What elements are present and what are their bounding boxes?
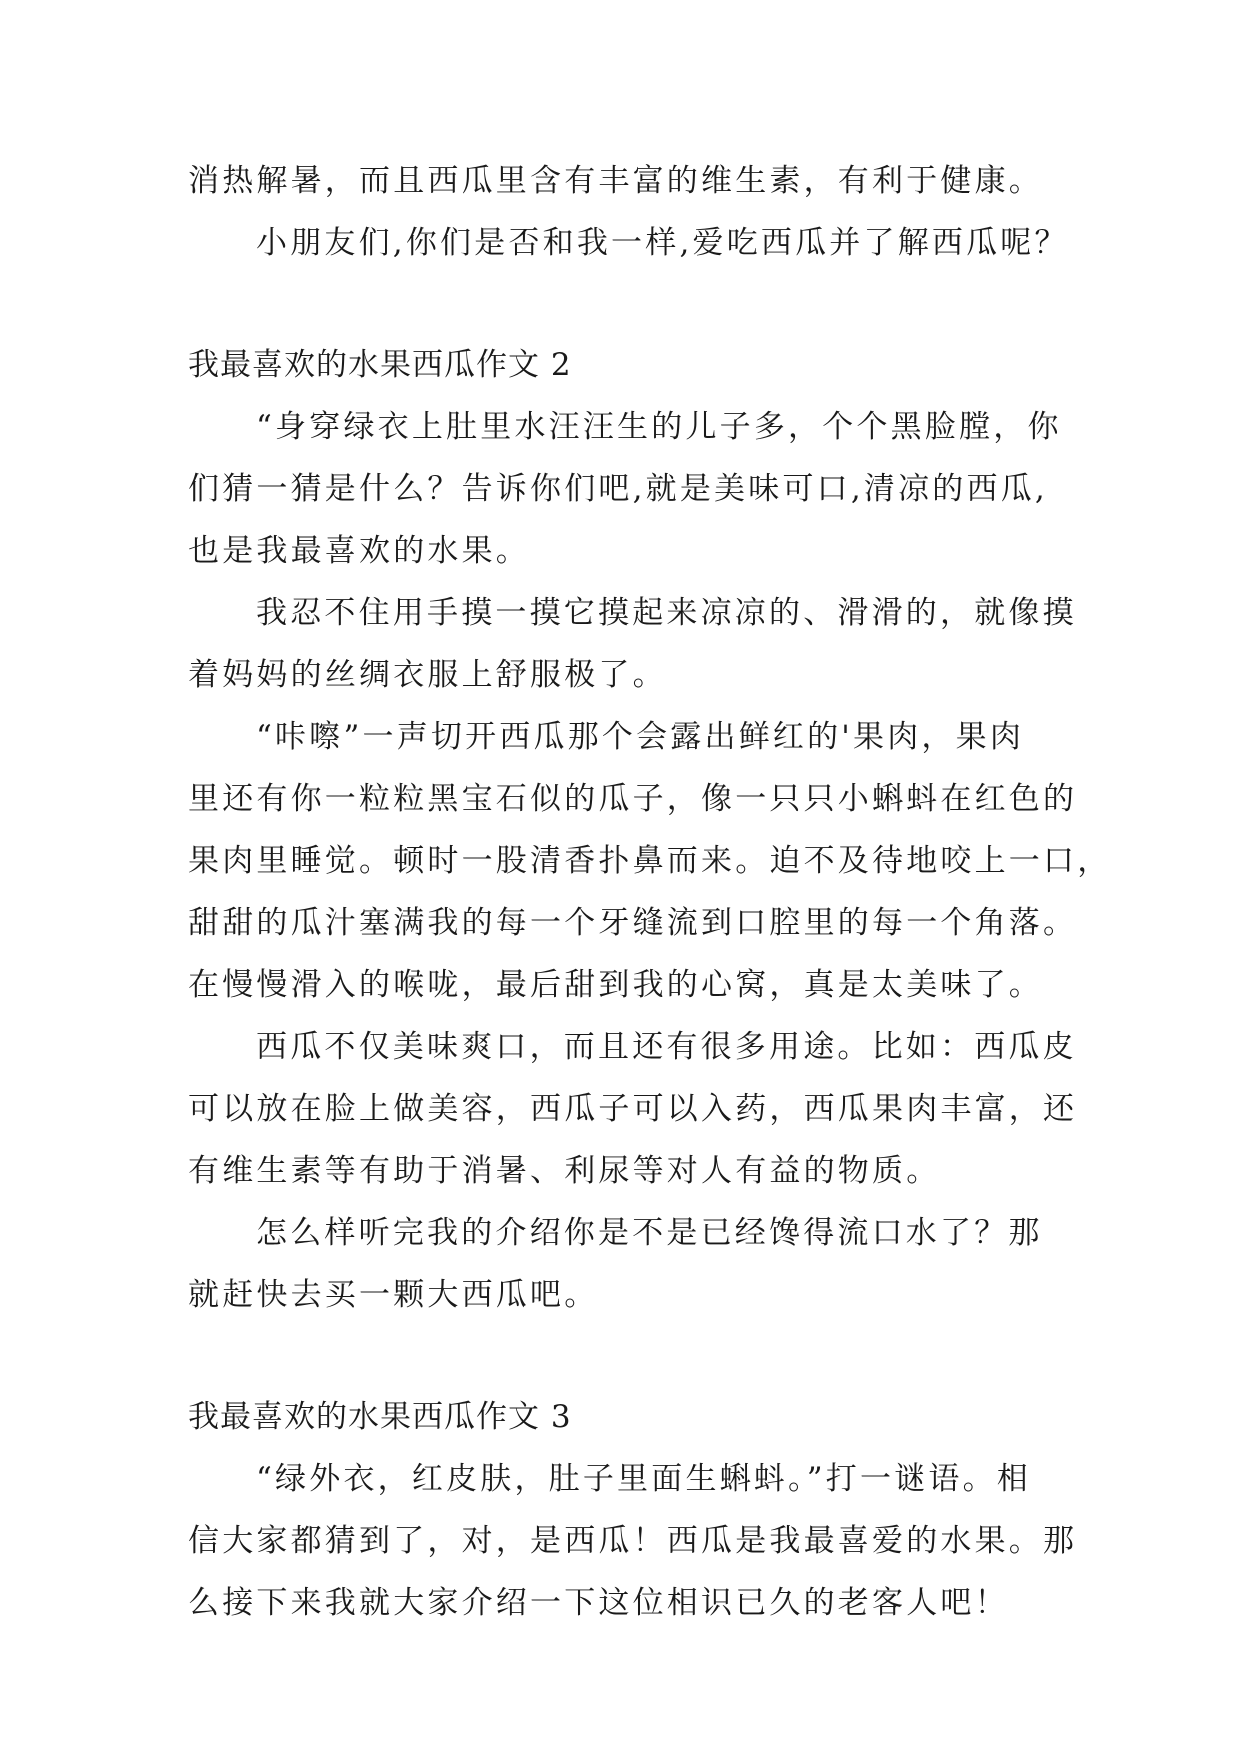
section-gap bbox=[188, 1326, 1054, 1386]
paragraph-line: 信大家都猜到了，对，是西瓜！西瓜是我最喜爱的水果。那 bbox=[188, 1523, 1078, 1559]
paragraph-line: 小朋友们,你们是否和我一样,爱吃西瓜并了解西瓜呢？ bbox=[256, 225, 1069, 261]
paragraph-line: 着妈妈的丝绸衣服上舒服极了。 bbox=[188, 657, 667, 693]
paragraph-line: 么接下来我就大家介绍一下这位相识已久的老客人吧！ bbox=[188, 1585, 1009, 1621]
document-page bbox=[188, 150, 1112, 1634]
paragraph-line: 消热解暑，而且西瓜里含有丰富的维生素，有利于健康。 bbox=[188, 163, 1043, 199]
paragraph-line: 也是我最喜欢的水果。 bbox=[188, 533, 530, 569]
paragraph-line: 有维生素等有助于消暑、利尿等对人有益的物质。 bbox=[188, 1153, 941, 1189]
paragraph-line: 在慢慢滑入的喉咙，最后甜到我的心窝，真是太美味了。 bbox=[188, 967, 1043, 1003]
paragraph-line: 里还有你一粒粒黑宝石似的瓜子，像一只只小蝌蚪在红色的 bbox=[188, 781, 1078, 817]
paragraph-line: “身穿绿衣上肚里水汪汪生的儿子多，个个黑脸膛，你 bbox=[256, 409, 1062, 445]
paragraph-line: “绿外衣，红皮肤，肚子里面生蝌蚪。”打一谜语。相 bbox=[256, 1461, 1031, 1497]
paragraph-line: 怎么样听完我的介绍你是不是已经馋得流口水了？那 bbox=[256, 1215, 1043, 1251]
paragraph-line: 就赶快去买一颗大西瓜吧。 bbox=[188, 1277, 599, 1313]
paragraph-line: 们猜一猜是什么？告诉你们吧,就是美味可口,清凉的西瓜, bbox=[188, 471, 1048, 507]
paragraph-line: 西瓜不仅美味爽口，而且还有很多用途。比如：西瓜皮 bbox=[256, 1029, 1077, 1065]
paragraph-line: 可以放在脸上做美容，西瓜子可以入药，西瓜果肉丰富，还 bbox=[188, 1091, 1078, 1127]
essay-heading-2: 我最喜欢的水果西瓜作文 2 bbox=[188, 347, 572, 383]
essay-heading-3: 我最喜欢的水果西瓜作文 3 bbox=[188, 1399, 572, 1435]
section-gap bbox=[188, 274, 1054, 334]
paragraph-line: 果肉里睡觉。顿时一股清香扑鼻而来。迫不及待地咬上一口， bbox=[188, 843, 1112, 879]
paragraph-line: 我忍不住用手摸一摸它摸起来凉凉的、滑滑的，就像摸 bbox=[256, 595, 1077, 631]
paragraph-line: “咔嚓”一声切开西瓜那个会露出鲜红的'果肉，果肉 bbox=[256, 719, 1025, 755]
paragraph-line: 甜甜的瓜汁塞满我的每一个牙缝流到口腔里的每一个角落。 bbox=[188, 905, 1078, 941]
